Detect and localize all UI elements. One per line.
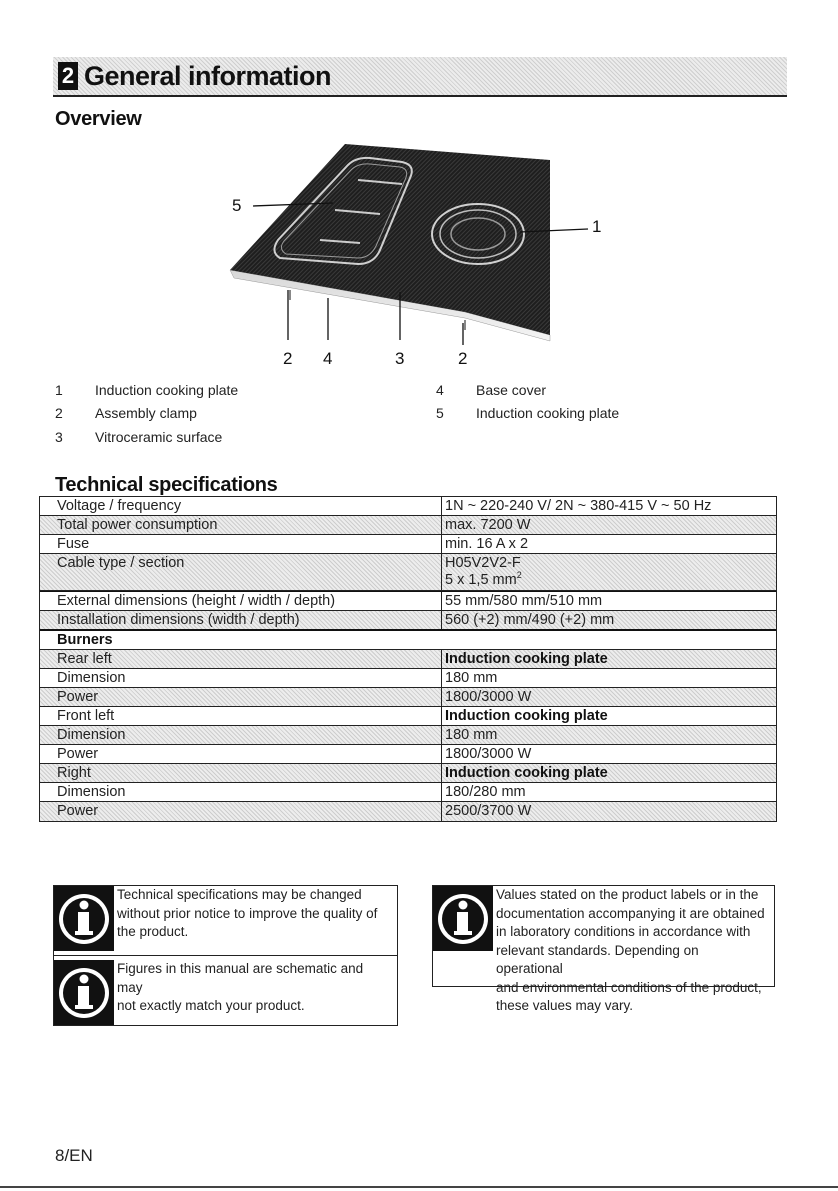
spec-value: 2500/3700 W: [445, 803, 532, 819]
table-row: [40, 611, 776, 631]
group-heading: Burners: [57, 632, 113, 648]
parts-list-right: [436, 378, 619, 425]
spec-value: Induction cooking plate: [445, 765, 608, 781]
spec-value: 1N ~ 220-240 V/ 2N ~ 380-415 V ~ 50 Hz: [445, 498, 712, 514]
part-number: 3: [55, 428, 63, 445]
spec-value: 1800/3000 W: [445, 689, 532, 705]
notice-item: [433, 886, 774, 1016]
part-label: Assembly clamp: [95, 405, 197, 422]
table-row: [40, 554, 776, 591]
table-row: [40, 631, 776, 650]
spec-value: 180 mm: [445, 727, 498, 743]
cable-section: 5 x 1,5 $mm^2$: [445, 570, 522, 588]
info-icon: [54, 886, 114, 951]
spec-value: 180 mm: [445, 670, 498, 686]
callout-2a: 2: [283, 349, 293, 368]
callout-5: 5: [232, 196, 242, 215]
spec-label: Total power consumption: [40, 516, 442, 534]
table-row: [40, 669, 776, 688]
info-icon: [433, 886, 493, 951]
table-row: [40, 726, 776, 745]
spec-value: 180/280 mm: [445, 784, 526, 800]
callout-4: 4: [323, 349, 333, 368]
callout-1: 1: [592, 217, 602, 236]
table-row: [40, 497, 776, 516]
part-label: Vitroceramic surface: [95, 428, 223, 445]
list-item: [55, 425, 238, 449]
table-row: [40, 650, 776, 669]
parts-list-left: [55, 378, 238, 449]
spec-label: Cable type / section: [40, 554, 442, 590]
notice-text: Values stated on the product labels or in the documentation accompanying it are obtained in laboratory conditions in accordance with relevant standards. Depending on operational and environmental conditions of the product, these values may vary.: [496, 887, 765, 1013]
table-row: [40, 591, 776, 611]
part-label: Base cover: [476, 381, 547, 398]
table-row: [40, 516, 776, 535]
table-row: [40, 783, 776, 802]
part-number: 1: [55, 381, 63, 398]
spec-label: Dimension: [40, 669, 442, 687]
table-row: [40, 802, 776, 821]
spec-label: Power: [40, 802, 442, 821]
info-icon: [54, 960, 114, 1025]
list-item: [436, 378, 619, 402]
spec-value: [442, 631, 776, 649]
table-row: [40, 688, 776, 707]
notice-item: [54, 886, 397, 956]
notice-box-right: [432, 885, 775, 1013]
spec-label: Front left: [40, 707, 442, 725]
notice-text: Figures in this manual are schematic and may not exactly match your product.: [117, 961, 364, 1013]
section-number: 2: [58, 62, 78, 90]
spec-value: 1800/3000 W: [445, 746, 532, 762]
spec-table: [39, 496, 777, 822]
spec-label: Dimension: [40, 726, 442, 744]
notice-text: Technical specifications may be changed without prior notice to improve the quality of the product.: [117, 887, 378, 939]
cooktop-diagram: [220, 140, 620, 372]
spec-value: 55 mm/580 mm/510 mm: [445, 593, 603, 609]
callout-2b: 2: [458, 349, 468, 368]
spec-label: Power: [40, 745, 442, 763]
part-label: Induction cooking plate: [95, 381, 239, 398]
part-number: 4: [436, 381, 444, 398]
page-divider: [0, 1186, 838, 1188]
list-item: [55, 378, 238, 402]
part-number: 2: [55, 405, 63, 422]
table-row: [40, 764, 776, 783]
spec-label: Rear left: [40, 650, 442, 668]
table-row: [40, 535, 776, 554]
spec-label: Power: [40, 688, 442, 706]
notice-box-left: [53, 885, 398, 1026]
spec-value: min. 16 A x 2: [445, 536, 529, 552]
overview-heading: Overview: [55, 108, 142, 130]
spec-label: Dimension: [40, 783, 442, 801]
section-banner: [53, 57, 787, 97]
spec-value: Induction cooking plate: [445, 651, 608, 667]
part-label: Induction cooking plate: [476, 405, 620, 422]
spec-label: Fuse: [40, 535, 442, 553]
spec-label: External dimensions (height / width / depth): [40, 592, 442, 610]
list-item: [55, 402, 238, 426]
spec-value: [442, 554, 776, 590]
spec-label: Right: [40, 764, 442, 782]
list-item: [436, 402, 619, 426]
table-row: [40, 745, 776, 764]
notice-item: [54, 960, 397, 1025]
page-number: 8/EN: [55, 1146, 93, 1165]
section-title: General information: [84, 60, 332, 91]
cable-type: H05V2V2-F: [445, 555, 521, 571]
spec-label: Voltage / frequency: [40, 497, 442, 515]
specs-heading: Technical specifications: [55, 474, 278, 496]
spec-label: Installation dimensions (width / depth): [40, 611, 442, 629]
spec-value: Induction cooking plate: [445, 708, 608, 724]
callout-3: 3: [395, 349, 405, 368]
spec-value: max. 7200 W: [445, 517, 531, 533]
table-row: [40, 707, 776, 726]
part-number: 5: [436, 405, 444, 422]
spec-value: 560 (+2) mm/490 (+2) mm: [445, 612, 615, 628]
